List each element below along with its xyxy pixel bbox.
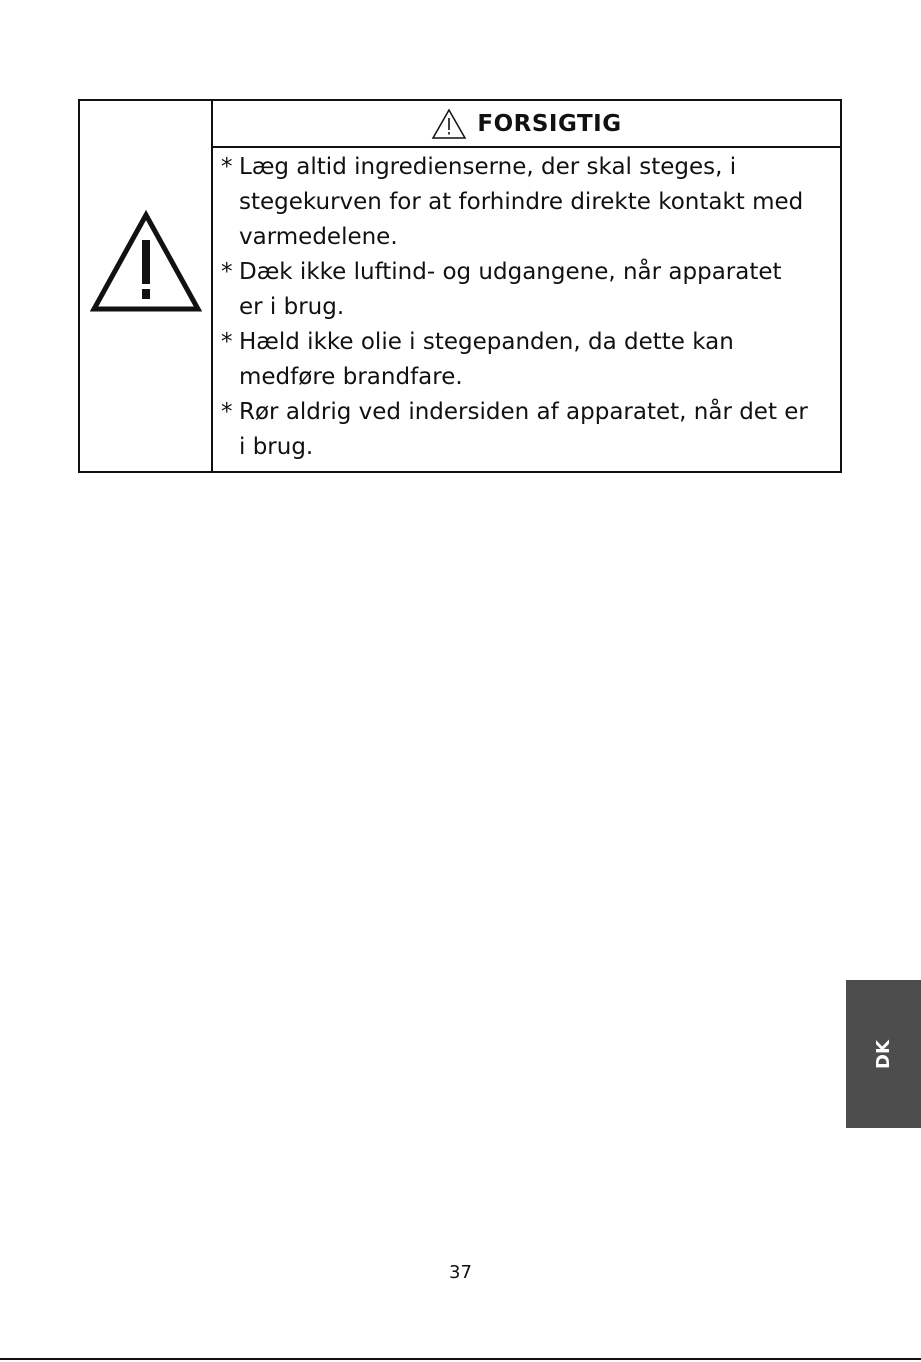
caution-list: [213, 148, 840, 465]
bullet: *: [221, 329, 233, 355]
bullet: *: [221, 399, 233, 425]
icon-cell: [80, 101, 213, 471]
bullet: *: [221, 259, 233, 285]
caution-box: [78, 99, 842, 473]
list-item-text: Hæld ikke olie i stegepanden, da dette kan medføre brandfare.: [239, 329, 734, 390]
language-tab-label: DK: [872, 1039, 894, 1069]
list-item: [221, 255, 836, 325]
list-item: [221, 395, 836, 465]
page-number: 37: [449, 1262, 472, 1283]
caution-content: [213, 101, 840, 471]
list-item-text: Dæk ikke luftind- og udgangene, når apparatet er i brug.: [239, 259, 782, 320]
bottom-divider: [0, 1358, 921, 1360]
caution-title: FORSIGTIG: [477, 110, 622, 137]
warning-triangle-icon: [431, 108, 467, 140]
bullet: *: [221, 154, 233, 180]
list-item: [221, 325, 836, 395]
warning-triangle-icon: [90, 210, 202, 314]
language-tab: [846, 980, 921, 1128]
list-item-text: Læg altid ingredienserne, der skal steges, i stegekurven for at forhindre direkte kontakt med varmedelene.: [239, 154, 804, 250]
list-item: [221, 150, 836, 255]
caution-header: [213, 101, 840, 148]
list-item-text: Rør aldrig ved indersiden af apparatet, når det er i brug.: [239, 399, 808, 460]
